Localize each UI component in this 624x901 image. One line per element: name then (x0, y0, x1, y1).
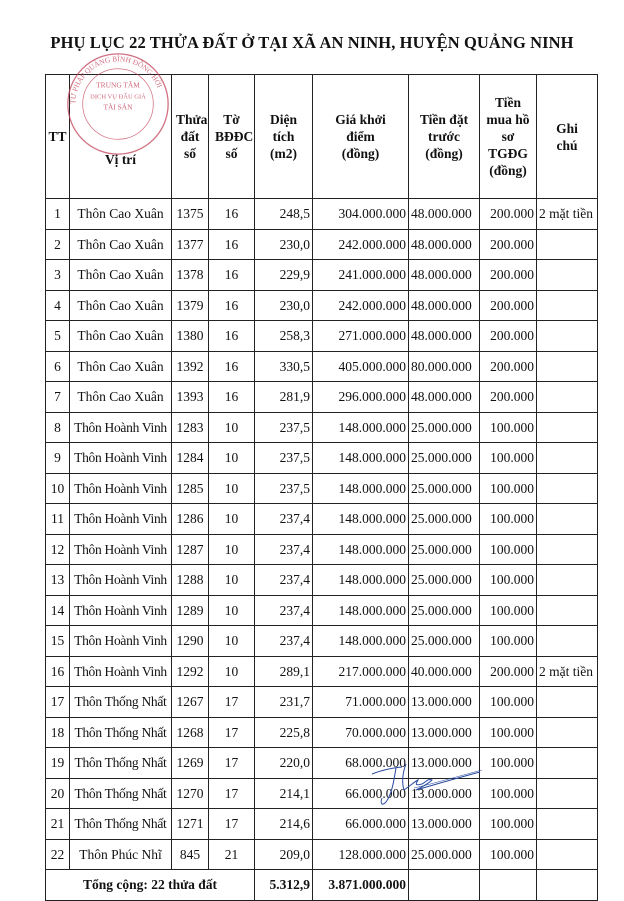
cell-ghi-chu (537, 412, 598, 443)
cell-tien-mua-ho-so: 100.000 (480, 504, 537, 535)
cell-vi-tri: Thôn Hoành Vinh (70, 565, 172, 596)
cell-dien-tich: 258,3 (255, 321, 313, 352)
cell-ghi-chu (537, 778, 598, 809)
cell-vi-tri: Thôn Cao Xuân (70, 321, 172, 352)
cell-gia-khoi-diem: 148.000.000 (313, 565, 409, 596)
cell-vi-tri: Thôn Hoành Vinh (70, 656, 172, 687)
cell-thua-dat: 1379 (172, 290, 209, 321)
table-row (46, 595, 598, 626)
cell-dien-tich: 330,5 (255, 351, 313, 382)
cell-tien-mua-ho-so: 200.000 (480, 351, 537, 382)
cell-thua-dat: 1289 (172, 595, 209, 626)
stamp-line-3: TÀI SẢN (103, 102, 133, 112)
cell-gia-khoi-diem: 148.000.000 (313, 595, 409, 626)
cell-dien-tich: 214,1 (255, 778, 313, 809)
cell-vi-tri: Thôn Thống Nhất (70, 687, 172, 718)
cell-to-bddc: 17 (209, 809, 255, 840)
cell-ghi-chu (537, 260, 598, 291)
cell-tien-dat-truoc: 25.000.000 (409, 443, 480, 474)
cell-thua-dat: 1286 (172, 504, 209, 535)
cell-tien-mua-ho-so: 200.000 (480, 321, 537, 352)
cell-tien-dat-truoc: 25.000.000 (409, 473, 480, 504)
cell-tien-dat-truoc: 25.000.000 (409, 504, 480, 535)
cell-to-bddc: 10 (209, 656, 255, 687)
cell-tt: 13 (46, 565, 70, 596)
table-row (46, 565, 598, 596)
cell-to-bddc: 16 (209, 290, 255, 321)
cell-tien-dat-truoc: 25.000.000 (409, 534, 480, 565)
table-row (46, 626, 598, 657)
cell-thua-dat: 1284 (172, 443, 209, 474)
cell-dien-tich: 237,5 (255, 443, 313, 474)
cell-tt: 1 (46, 199, 70, 230)
total-empty-cell (409, 870, 480, 901)
cell-tien-dat-truoc: 13.000.000 (409, 809, 480, 840)
cell-vi-tri: Thôn Cao Xuân (70, 260, 172, 291)
table-row (46, 809, 598, 840)
total-empty-cell (480, 870, 537, 901)
cell-ghi-chu (537, 534, 598, 565)
cell-thua-dat: 1393 (172, 382, 209, 413)
cell-vi-tri: Thôn Hoành Vinh (70, 595, 172, 626)
cell-thua-dat: 1378 (172, 260, 209, 291)
cell-tien-dat-truoc: 13.000.000 (409, 717, 480, 748)
header-to-bddc: Tờ BĐĐC số (209, 75, 255, 199)
cell-ghi-chu (537, 595, 598, 626)
cell-tien-dat-truoc: 48.000.000 (409, 260, 480, 291)
header-vi-tri: Vị trí (70, 75, 172, 199)
cell-to-bddc: 16 (209, 351, 255, 382)
cell-tt: 3 (46, 260, 70, 291)
table-row (46, 778, 598, 809)
cell-ghi-chu (537, 504, 598, 535)
cell-dien-tich: 237,4 (255, 565, 313, 596)
cell-to-bddc: 10 (209, 443, 255, 474)
table-row (46, 229, 598, 260)
cell-dien-tich: 220,0 (255, 748, 313, 779)
cell-thua-dat: 1290 (172, 626, 209, 657)
cell-vi-tri: Thôn Cao Xuân (70, 351, 172, 382)
table-row (46, 412, 598, 443)
cell-tt: 10 (46, 473, 70, 504)
cell-to-bddc: 17 (209, 748, 255, 779)
cell-tt: 14 (46, 595, 70, 626)
cell-tien-mua-ho-so: 100.000 (480, 748, 537, 779)
cell-gia-khoi-diem: 148.000.000 (313, 412, 409, 443)
table-row (46, 748, 598, 779)
cell-gia-khoi-diem: 242.000.000 (313, 290, 409, 321)
cell-tien-mua-ho-so: 100.000 (480, 809, 537, 840)
cell-gia-khoi-diem: 217.000.000 (313, 656, 409, 687)
cell-dien-tich: 231,7 (255, 687, 313, 718)
table-row (46, 260, 598, 291)
cell-ghi-chu (537, 229, 598, 260)
cell-tien-mua-ho-so: 200.000 (480, 229, 537, 260)
cell-dien-tich: 248,5 (255, 199, 313, 230)
header-thua-dat: Thửa đất số (172, 75, 209, 199)
cell-ghi-chu (537, 717, 598, 748)
table-row (46, 717, 598, 748)
cell-ghi-chu (537, 565, 598, 596)
cell-tt: 18 (46, 717, 70, 748)
cell-tien-dat-truoc: 25.000.000 (409, 839, 480, 870)
cell-gia-khoi-diem: 296.000.000 (313, 382, 409, 413)
cell-vi-tri: Thôn Thống Nhất (70, 748, 172, 779)
cell-thua-dat: 1292 (172, 656, 209, 687)
cell-tien-dat-truoc: 25.000.000 (409, 595, 480, 626)
cell-tien-dat-truoc: 13.000.000 (409, 687, 480, 718)
cell-gia-khoi-diem: 66.000.000 (313, 778, 409, 809)
table-row (46, 351, 598, 382)
cell-vi-tri: Thôn Hoành Vinh (70, 504, 172, 535)
cell-thua-dat: 1287 (172, 534, 209, 565)
cell-tien-mua-ho-so: 200.000 (480, 656, 537, 687)
cell-tien-mua-ho-so: 100.000 (480, 412, 537, 443)
cell-gia-khoi-diem: 405.000.000 (313, 351, 409, 382)
total-gia: 3.871.000.000 (313, 870, 409, 901)
cell-vi-tri: Thôn Hoành Vinh (70, 412, 172, 443)
cell-vi-tri: Thôn Hoành Vinh (70, 626, 172, 657)
stamp-ring-text: TƯ PHÁP QUẢNG BÌNH ĐỒNG HỚI (68, 54, 165, 105)
table-header-row (46, 75, 598, 199)
cell-tien-dat-truoc: 48.000.000 (409, 290, 480, 321)
cell-tien-mua-ho-so: 100.000 (480, 565, 537, 596)
cell-to-bddc: 17 (209, 717, 255, 748)
cell-vi-tri: Thôn Thống Nhất (70, 778, 172, 809)
cell-tt: 22 (46, 839, 70, 870)
header-dien-tich: Diện tích (m2) (255, 75, 313, 199)
land-plots-table (45, 74, 598, 901)
total-empty-cell (537, 870, 598, 901)
cell-to-bddc: 10 (209, 534, 255, 565)
cell-gia-khoi-diem: 241.000.000 (313, 260, 409, 291)
cell-thua-dat: 1269 (172, 748, 209, 779)
cell-thua-dat: 1392 (172, 351, 209, 382)
cell-tien-dat-truoc: 13.000.000 (409, 778, 480, 809)
cell-vi-tri: Thôn Hoành Vinh (70, 534, 172, 565)
cell-tt: 11 (46, 504, 70, 535)
stamp-line-2: DỊCH VỤ ĐẤU GIÁ (90, 93, 146, 101)
table-row (46, 382, 598, 413)
cell-dien-tich: 289,1 (255, 656, 313, 687)
cell-tien-mua-ho-so: 200.000 (480, 290, 537, 321)
cell-tien-mua-ho-so: 100.000 (480, 839, 537, 870)
cell-gia-khoi-diem: 242.000.000 (313, 229, 409, 260)
cell-tien-dat-truoc: 13.000.000 (409, 748, 480, 779)
cell-tien-mua-ho-so: 100.000 (480, 443, 537, 474)
cell-ghi-chu (537, 626, 598, 657)
cell-tt: 21 (46, 809, 70, 840)
cell-to-bddc: 10 (209, 565, 255, 596)
cell-tt: 19 (46, 748, 70, 779)
cell-vi-tri: Thôn Hoành Vinh (70, 443, 172, 474)
cell-gia-khoi-diem: 128.000.000 (313, 839, 409, 870)
header-tien-mua-ho-so: Tiền mua hồ sơ TGĐG (đồng) (480, 75, 537, 199)
cell-dien-tich: 237,4 (255, 595, 313, 626)
cell-ghi-chu (537, 443, 598, 474)
table-row (46, 687, 598, 718)
cell-ghi-chu (537, 351, 598, 382)
total-label: Tổng cộng: 22 thửa đất (46, 870, 255, 901)
cell-dien-tich: 225,8 (255, 717, 313, 748)
cell-ghi-chu: 2 mặt tiền (537, 199, 598, 230)
cell-gia-khoi-diem: 271.000.000 (313, 321, 409, 352)
cell-dien-tich: 209,0 (255, 839, 313, 870)
cell-to-bddc: 16 (209, 382, 255, 413)
cell-tien-dat-truoc: 40.000.000 (409, 656, 480, 687)
cell-dien-tich: 237,5 (255, 412, 313, 443)
table-row (46, 443, 598, 474)
table-row (46, 321, 598, 352)
cell-tt: 4 (46, 290, 70, 321)
stamp-line-1: TRUNG TÂM (96, 80, 140, 90)
cell-gia-khoi-diem: 68.000.000 (313, 748, 409, 779)
cell-ghi-chu (537, 290, 598, 321)
table-row (46, 504, 598, 535)
cell-to-bddc: 16 (209, 229, 255, 260)
cell-ghi-chu (537, 321, 598, 352)
total-row (46, 870, 598, 901)
cell-gia-khoi-diem: 304.000.000 (313, 199, 409, 230)
cell-dien-tich: 230,0 (255, 290, 313, 321)
cell-tien-mua-ho-so: 200.000 (480, 199, 537, 230)
cell-gia-khoi-diem: 71.000.000 (313, 687, 409, 718)
cell-tt: 9 (46, 443, 70, 474)
cell-thua-dat: 1268 (172, 717, 209, 748)
cell-ghi-chu (537, 687, 598, 718)
cell-tt: 5 (46, 321, 70, 352)
cell-to-bddc: 10 (209, 626, 255, 657)
cell-vi-tri: Thôn Thống Nhất (70, 809, 172, 840)
cell-thua-dat: 1271 (172, 809, 209, 840)
table-row (46, 534, 598, 565)
cell-to-bddc: 16 (209, 260, 255, 291)
cell-tien-dat-truoc: 48.000.000 (409, 199, 480, 230)
cell-to-bddc: 10 (209, 412, 255, 443)
document-title: PHỤ LỤC 22 THỬA ĐẤT Ở TẠI XÃ AN NINH, HUYỆN QUẢNG NINH (50, 33, 574, 52)
cell-thua-dat: 1285 (172, 473, 209, 504)
cell-to-bddc: 10 (209, 595, 255, 626)
total-dien-tich: 5.312,9 (255, 870, 313, 901)
cell-ghi-chu (537, 382, 598, 413)
cell-tt: 16 (46, 656, 70, 687)
cell-thua-dat: 845 (172, 839, 209, 870)
header-tt: TT (46, 75, 70, 199)
cell-to-bddc: 10 (209, 473, 255, 504)
cell-tien-mua-ho-so: 200.000 (480, 382, 537, 413)
cell-thua-dat: 1267 (172, 687, 209, 718)
cell-dien-tich: 237,4 (255, 534, 313, 565)
cell-tt: 2 (46, 229, 70, 260)
cell-tien-mua-ho-so: 100.000 (480, 473, 537, 504)
cell-dien-tich: 237,4 (255, 504, 313, 535)
cell-gia-khoi-diem: 148.000.000 (313, 534, 409, 565)
table-row (46, 839, 598, 870)
cell-tt: 12 (46, 534, 70, 565)
cell-to-bddc: 16 (209, 321, 255, 352)
cell-thua-dat: 1375 (172, 199, 209, 230)
table-row (46, 473, 598, 504)
cell-gia-khoi-diem: 148.000.000 (313, 473, 409, 504)
cell-tt: 8 (46, 412, 70, 443)
cell-tien-dat-truoc: 25.000.000 (409, 626, 480, 657)
cell-dien-tich: 237,5 (255, 473, 313, 504)
cell-vi-tri: Thôn Thống Nhất (70, 717, 172, 748)
cell-dien-tich: 230,0 (255, 229, 313, 260)
cell-gia-khoi-diem: 148.000.000 (313, 504, 409, 535)
table-row (46, 199, 598, 230)
cell-to-bddc: 21 (209, 839, 255, 870)
cell-dien-tich: 281,9 (255, 382, 313, 413)
cell-gia-khoi-diem: 70.000.000 (313, 717, 409, 748)
cell-tt: 6 (46, 351, 70, 382)
header-ghi-chu: Ghi chú (537, 75, 598, 199)
cell-thua-dat: 1283 (172, 412, 209, 443)
cell-to-bddc: 16 (209, 199, 255, 230)
cell-tien-dat-truoc: 80.000.000 (409, 351, 480, 382)
table-row (46, 656, 598, 687)
cell-to-bddc: 17 (209, 687, 255, 718)
cell-tien-mua-ho-so: 100.000 (480, 717, 537, 748)
cell-thua-dat: 1270 (172, 778, 209, 809)
cell-to-bddc: 10 (209, 504, 255, 535)
cell-vi-tri: Thôn Cao Xuân (70, 290, 172, 321)
header-gia-khoi-diem: Giá khởi điểm (đồng) (313, 75, 409, 199)
cell-tt: 15 (46, 626, 70, 657)
cell-thua-dat: 1380 (172, 321, 209, 352)
cell-to-bddc: 17 (209, 778, 255, 809)
cell-tt: 20 (46, 778, 70, 809)
cell-vi-tri: Thôn Phúc Nhĩ (70, 839, 172, 870)
cell-vi-tri: Thôn Cao Xuân (70, 199, 172, 230)
cell-tien-mua-ho-so: 100.000 (480, 595, 537, 626)
cell-dien-tich: 237,4 (255, 626, 313, 657)
cell-ghi-chu (537, 748, 598, 779)
cell-gia-khoi-diem: 148.000.000 (313, 443, 409, 474)
cell-tt: 17 (46, 687, 70, 718)
header-tien-dat-truoc: Tiền đặt trước (đồng) (409, 75, 480, 199)
cell-vi-tri: Thôn Hoành Vinh (70, 473, 172, 504)
cell-ghi-chu (537, 473, 598, 504)
cell-tien-mua-ho-so: 100.000 (480, 687, 537, 718)
cell-tt: 7 (46, 382, 70, 413)
cell-tien-dat-truoc: 25.000.000 (409, 565, 480, 596)
cell-vi-tri: Thôn Cao Xuân (70, 229, 172, 260)
cell-tien-mua-ho-so: 100.000 (480, 626, 537, 657)
cell-tien-dat-truoc: 48.000.000 (409, 382, 480, 413)
cell-ghi-chu (537, 839, 598, 870)
cell-gia-khoi-diem: 66.000.000 (313, 809, 409, 840)
cell-tien-dat-truoc: 25.000.000 (409, 412, 480, 443)
cell-thua-dat: 1377 (172, 229, 209, 260)
cell-tien-mua-ho-so: 200.000 (480, 260, 537, 291)
cell-ghi-chu (537, 809, 598, 840)
cell-ghi-chu: 2 mặt tiền (537, 656, 598, 687)
cell-gia-khoi-diem: 148.000.000 (313, 626, 409, 657)
cell-tien-dat-truoc: 48.000.000 (409, 321, 480, 352)
table-row (46, 290, 598, 321)
cell-vi-tri: Thôn Cao Xuân (70, 382, 172, 413)
cell-dien-tich: 214,6 (255, 809, 313, 840)
cell-thua-dat: 1288 (172, 565, 209, 596)
cell-dien-tich: 229,9 (255, 260, 313, 291)
cell-tien-mua-ho-so: 100.000 (480, 534, 537, 565)
cell-tien-dat-truoc: 48.000.000 (409, 229, 480, 260)
cell-tien-mua-ho-so: 100.000 (480, 778, 537, 809)
